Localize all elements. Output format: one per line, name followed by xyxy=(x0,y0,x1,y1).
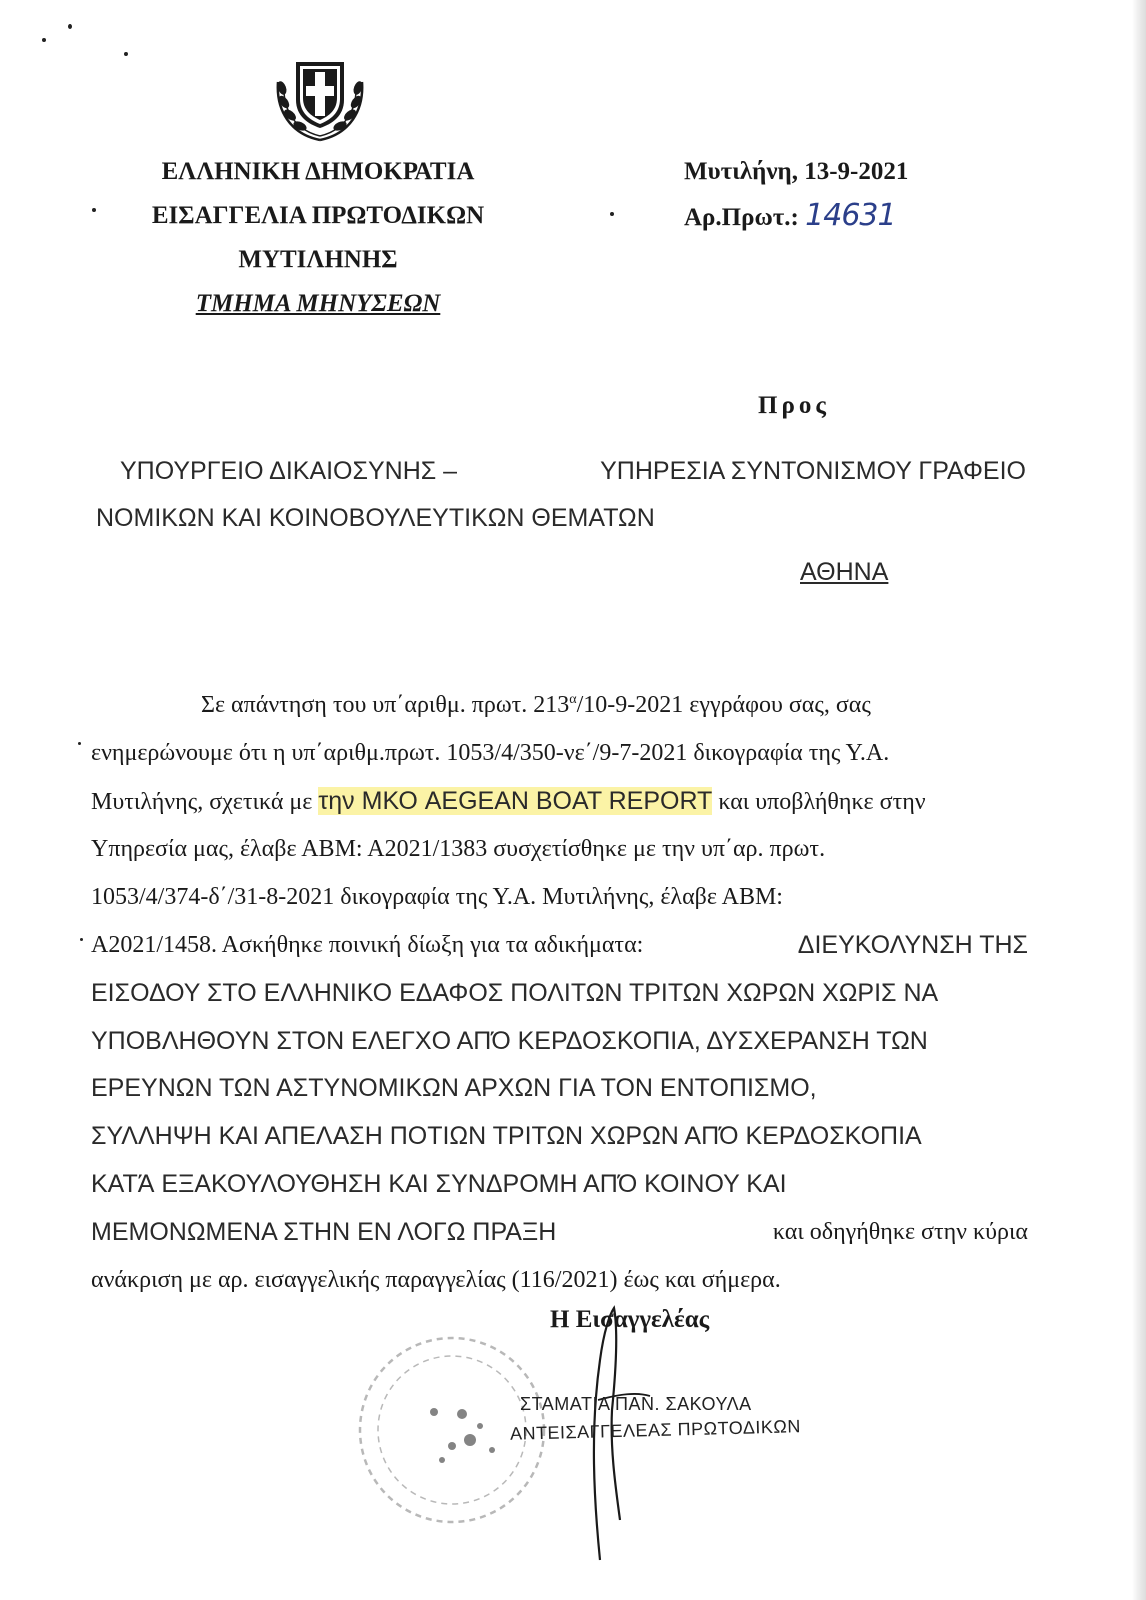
body-text: Υπηρεσία μας, έλαβε ΑΒΜ: Α2021/1383 συσχετίσθηκε με την υπ΄αρ. πρωτ. xyxy=(91,836,826,863)
charges-text: ΥΠΟΒΛΗΘΟΥΝ ΣΤΟΝ ΕΛΕΓΧΟ ΑΠΌ ΚΕΡΔΟΣΚΟΠΙΑ, ΔΥΣΧΕΡΑΝΣΗ ΤΩΝ xyxy=(91,1026,928,1055)
header-prosecutor-office: ΕΙΣΑΓΓΕΛΙΑ ΠΡΩΤΟΔΙΚΩΝ xyxy=(151,202,485,229)
scan-speck xyxy=(80,938,83,941)
body-line xyxy=(91,970,1028,1018)
header-department: ΤΜΗΜΑ ΜΗΝΥΣΕΩΝ xyxy=(195,290,441,317)
body-line xyxy=(91,676,1028,730)
to-label: Προς xyxy=(758,392,830,419)
protocol-number-handwritten: 14631 xyxy=(805,198,896,233)
scan-speck xyxy=(78,742,81,745)
body-text-segment: Σε απάντηση του υπ΄αριθμ. πρωτ. 213 xyxy=(201,692,570,718)
scan-speck xyxy=(610,212,614,216)
scan-speck xyxy=(124,52,128,56)
body-text: 1053/4/374-δ΄/31-8-2021 δικογραφία της Υ.Α. Μυτιλήνης, έλαβε ΑΒΜ: xyxy=(91,884,783,911)
body-text: και οδηγήθηκε στην κύρια xyxy=(772,1218,1028,1245)
body-line xyxy=(91,874,1028,922)
superscript: α xyxy=(569,692,577,707)
recipient-line-2: ΝΟΜΙΚΩΝ ΚΑΙ ΚΟΙΝΟΒΟΥΛΕΥΤΙΚΩΝ ΘΕΜΑΤΩΝ xyxy=(96,504,655,532)
signatory-name: ΣΤΑΜΑΤΙΑ ΠΑΝ. ΣΑΚΟΥΛΑ xyxy=(520,1394,752,1414)
scan-speck xyxy=(92,208,96,212)
body-text: ενημερώνουμε ότι η υπ΄αριθμ.πρωτ. 1053/4/350-νε΄/9-7-2021 δικογραφία της Υ.Α. xyxy=(91,739,890,766)
body-text: ανάκριση με αρ. εισαγγελικής παραγγελίας (116/2021) έως και σήμερα. xyxy=(91,1266,781,1293)
charges-text: ΚΑΤΆ ΕΞΑΚΟΥΛΟΥΘΗΣΗ ΚΑΙ ΣΥΝΔΡΟΜΗ ΑΠΌ ΚΟΙΝΟΥ ΚΑΙ xyxy=(91,1169,787,1198)
body-line xyxy=(91,922,1028,970)
body-text-segment: και υποβλήθηκε στην xyxy=(712,788,926,815)
body-line xyxy=(91,730,1028,778)
issuer-header xyxy=(118,150,518,326)
body-line xyxy=(91,826,1028,874)
protocol-line xyxy=(684,194,908,240)
place-date: Μυτιλήνη, 13-9-2021 xyxy=(684,158,909,185)
coat-of-arms-icon xyxy=(268,44,372,148)
header-city: ΜΥΤΙΛΗΝΗΣ xyxy=(238,246,398,273)
scan-speck xyxy=(68,24,72,29)
protocol-label: Αρ.Πρωτ.: xyxy=(684,204,799,231)
signatory-role: ΑΝΤΕΙΣΑΓΓΕΛΕΑΣ ΠΡΩΤΟΔΙΚΩΝ xyxy=(509,1416,802,1444)
recipient-block xyxy=(96,448,1026,542)
charges-text: ΜΕΜΟΝΩΜΕΝΑ ΣΤΗΝ ΕΝ ΛΟΓΩ ΠΡΑΞΗ xyxy=(91,1217,557,1246)
header-republic: ΕΛΛΗΝΙΚΗ ΔΗΜΟΚΡΑΤΙΑ xyxy=(161,158,475,185)
scan-speck xyxy=(42,38,46,42)
letter-body xyxy=(91,676,1028,1304)
recipient-ministry: ΥΠΟΥΡΓΕΙΟ ΔΙΚΑΙΟΣΥΝΗΣ – xyxy=(120,457,458,485)
charges-text: ΔΙΕΥΚΟΛΥΝΣΗ ΤΗΣ xyxy=(797,930,1028,959)
body-text: Α2021/1458. Ασκήθηκε ποινική δίωξη για τα αδικήματα: xyxy=(91,931,644,958)
body-line xyxy=(91,1065,1028,1113)
date-protocol-block xyxy=(684,150,908,240)
recipient-line-1 xyxy=(96,448,1026,495)
body-line xyxy=(91,1209,1028,1257)
recipient-service: ΥΠΗΡΕΣΙΑ ΣΥΝΤΟΝΙΣΜΟΥ ΓΡΑΦΕΙΟ xyxy=(600,457,1026,485)
charges-text: ΕΡΕΥΝΩΝ ΤΩΝ ΑΣΤΥΝΟΜΙΚΩΝ ΑΡΧΩΝ ΓΙΑ ΤΟΝ ΕΝΤΟΠΙΣΜΟ, xyxy=(91,1074,817,1103)
body-line xyxy=(91,778,1028,827)
charges-text: ΕΙΣΟΔΟΥ ΣΤΟ ΕΛΛΗΝΙΚΟ ΕΔΑΦΟΣ ΠΟΛΙΤΩΝ ΤΡΙΤΩΝ ΧΩΡΩΝ ΧΩΡΙΣ ΝΑ xyxy=(91,978,939,1007)
page-edge-shadow xyxy=(1132,0,1146,1600)
body-line xyxy=(91,1018,1028,1066)
body-text-segment: Μυτιλήνης, σχετικά με xyxy=(91,788,319,815)
charges-text: ΣΥΛΛΗΨΗ ΚΑΙ ΑΠΕΛΑΣΗ ΠΟΤΙΩΝ ΤΡΙΤΩΝ ΧΩΡΩΝ ΑΠΌ ΚΕΡΔΟΣΚΟΠΙΑ xyxy=(91,1122,922,1151)
body-line xyxy=(91,1161,1028,1209)
body-text xyxy=(201,676,871,730)
highlighted-ngo-name: την ΜΚΟ AEGEAN BOAT REPORT xyxy=(318,786,713,815)
recipient-city: ΑΘΗΝΑ xyxy=(800,558,889,586)
body-text-segment: /10-9-2021 εγγράφου σας, σας xyxy=(576,692,871,718)
signatory-title: Η Εισαγγελέας xyxy=(550,1306,710,1333)
body-line xyxy=(91,1113,1028,1161)
body-text xyxy=(91,778,926,827)
